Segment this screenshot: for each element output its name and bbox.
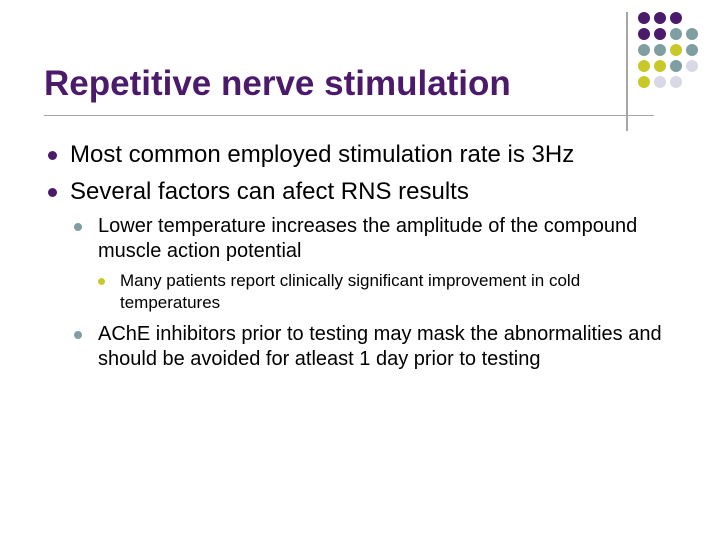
decorative-dot [670,28,682,40]
sub-sub-bullet-item [48,270,685,314]
decorative-dot-grid [638,12,720,124]
bullet-dot-icon [48,151,57,160]
decorative-dot [654,44,666,56]
sub-bullet-text: AChE inhibitors prior to testing may mask the abnormalities and should be avoided for atleast 1 day prior to testing [98,323,662,370]
bullet-item [48,140,688,169]
decorative-dot [638,12,650,24]
decorative-dot [686,28,698,40]
sub-bullet-dot-icon [74,223,82,231]
bullet-text: Several factors can afect RNS results [70,178,469,205]
decorative-dot [654,28,666,40]
decorative-dot [686,60,698,72]
sub-bullet-dot-icon [74,331,82,339]
decorative-dot [670,76,682,88]
sub-bullet-item [48,322,688,372]
decorative-dot [638,60,650,72]
title-underline-divider [44,115,654,116]
bullet-text: Most common employed stimulation rate is 3Hz [70,141,575,168]
bullet-item [48,177,688,206]
decorative-dot [638,28,650,40]
sub-sub-bullet-dot-icon [98,278,105,285]
bullet-dot-icon [48,188,57,197]
decorative-dot [654,76,666,88]
sub-bullet-item [48,214,688,264]
sub-bullet-text: Lower temperature increases the amplitude of the compound muscle action potential [98,215,638,262]
decorative-dot [638,76,650,88]
decorative-dot [638,44,650,56]
bullet-list [48,140,688,378]
sub-sub-bullet-text: Many patients report clinically significant improvement in cold temperatures [120,271,581,312]
slide-title: Repetitive nerve stimulation [44,64,511,103]
decorative-dot [686,44,698,56]
decorative-dot [670,12,682,24]
decorative-dot [670,44,682,56]
decorative-dot [670,60,682,72]
decorative-dot [654,60,666,72]
vertical-divider [626,12,628,131]
decorative-dot [654,12,666,24]
